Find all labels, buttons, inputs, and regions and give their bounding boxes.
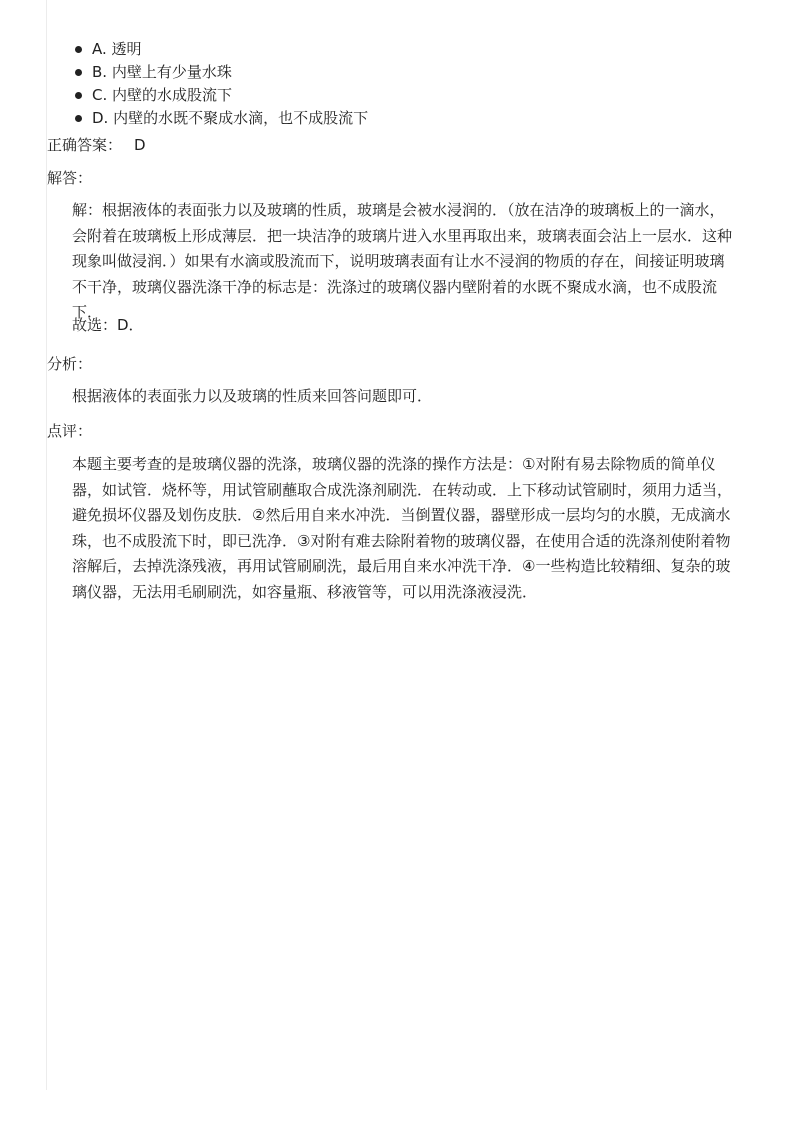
comment-heading: 点评： xyxy=(47,422,93,440)
option-d-text: D. 内壁的水既不聚成水滴，也不成股流下 xyxy=(92,109,369,127)
option-b-text: B. 内壁上有少量水珠 xyxy=(92,63,232,81)
solution-text: 解：根据液体的表面张力以及玻璃的性质，玻璃是会被水浸润的．（放在洁净的玻璃板上的一滴水，会附着在玻璃板上形成薄层．把一块洁净的玻璃片进入水里再取出来，玻璃表面会沾上一层水．这种现象叫做浸润．）如果有水滴或股流而下，说明玻璃表面有让水不浸润的物质的存在，间接证明玻璃不干净，玻璃仪器洗涤干净的标志是：洗涤过的玻璃仪器内壁附着的水既不聚成水滴，也不成股流下． xyxy=(72,201,733,321)
bullet-icon xyxy=(75,92,82,99)
left-margin-rule xyxy=(46,0,47,1090)
comment-text: 本题主要考查的是玻璃仪器的洗涤，玻璃仪器的洗涤的操作方法是：①对附有易去除物质的简单仪器，如试管．烧杯等，用试管刷蘸取合成洗涤剂刷洗．在转动或．上下移动试管刷时，须用力适当，避免损坏仪器及划伤皮肤．②然后用自来水冲洗．当倒置仪器，器壁形成一层均匀的水膜，无成滴水珠，也不成股流下时，即已洗净．③对附有难去除附着物的玻璃仪器，在使用合适的洗涤剂使附着物溶解后，去掉洗涤残液，再用试管刷刷洗，最后用自来水冲洗干净．④一些构造比较精细、复杂的玻璃仪器，无法用毛刷刷洗，如容量瓶、移液管等，可以用洗涤液浸洗． xyxy=(72,455,733,601)
option-a xyxy=(0,38,368,61)
correct-answer-row xyxy=(47,134,146,156)
bullet-icon xyxy=(75,115,82,122)
correct-answer-value: D xyxy=(134,136,146,154)
option-c xyxy=(0,84,368,107)
option-c-text: C. 内壁的水成股流下 xyxy=(92,86,233,104)
solution-conclusion: 故选：D． xyxy=(72,316,144,334)
bullet-icon xyxy=(75,46,82,53)
analysis-heading: 分析： xyxy=(47,355,93,373)
option-d xyxy=(0,107,368,130)
option-b xyxy=(0,61,368,84)
solution-heading: 解答： xyxy=(47,169,93,187)
bullet-icon xyxy=(75,69,82,76)
analysis-text: 根据液体的表面张力以及玻璃的性质来回答问题即可． xyxy=(72,387,433,405)
option-a-text: A. 透明 xyxy=(92,40,142,58)
answer-options-list xyxy=(0,38,368,130)
correct-answer-label: 正确答案： xyxy=(47,136,123,154)
